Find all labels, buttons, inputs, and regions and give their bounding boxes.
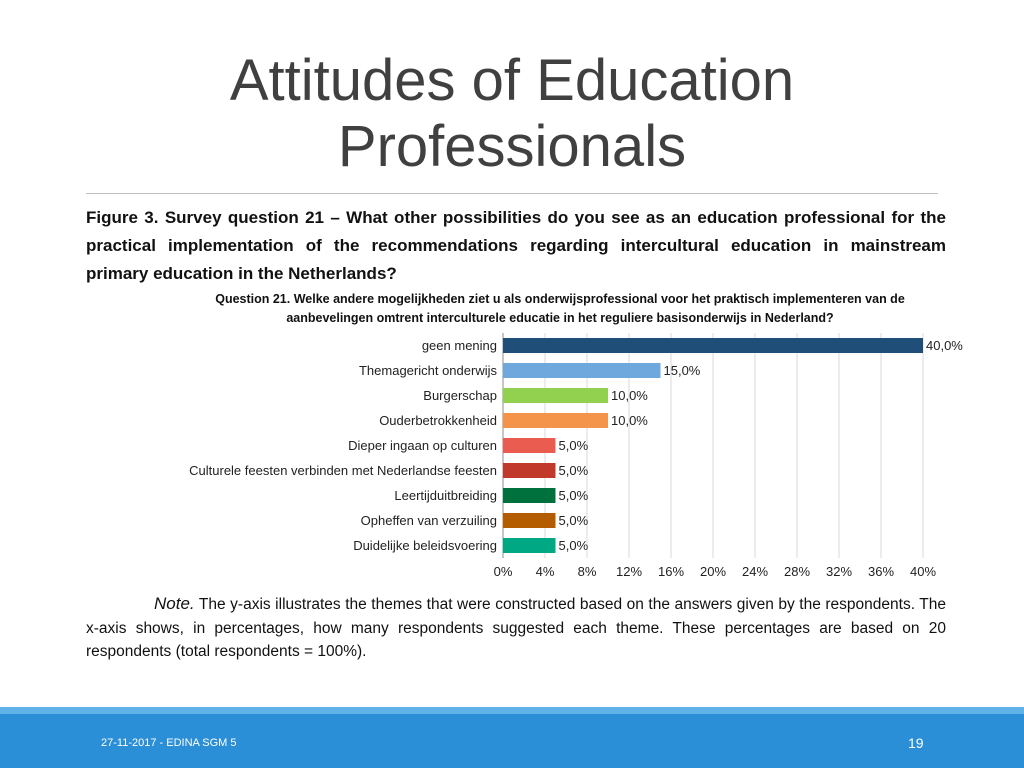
x-tick-label: 16%: [657, 564, 685, 579]
note-text: The y-axis illustrates the themes that were constructed based on the answers given by the respondents. The x-axis shows, in percentages, how many respondents suggested each theme. These percentages are based on 20 respondents (total respondents = 100%).: [86, 596, 946, 660]
data-label: 5,0%: [558, 513, 589, 528]
bar: [503, 363, 661, 378]
figure-caption: Figure 3. Survey question 21 – What other possibilities do you see as an education professional for the practical implementation of the recommendations regarding intercultural education in mainstream primary education in the Netherlands?: [86, 208, 946, 283]
category-label: geen mening: [421, 338, 497, 353]
category-label: Dieper ingaan op culturen: [348, 438, 497, 453]
chart-title: Question 21. Welke andere mogelijkheden ziet u als onderwijsprofessional voor het praktisch implementeren van de aanbevelingen omtrent interculturele educatie in het reguliere basisonderwijs in Nederland?: [215, 292, 905, 325]
data-label: 40,0%: [926, 338, 963, 353]
footer-accent-stripe: [0, 707, 1024, 714]
bar: [503, 513, 556, 528]
page-number: 19: [908, 735, 924, 751]
data-label: 10,0%: [611, 388, 648, 403]
category-label: Themagericht onderwijs: [358, 363, 497, 378]
data-label: 5,0%: [558, 488, 589, 503]
bar: [503, 538, 556, 553]
bar: [503, 413, 608, 428]
bar: [503, 463, 556, 478]
slide-title-line-2: Professionals: [337, 114, 687, 179]
x-tick-label: 4%: [535, 564, 555, 579]
bar: [503, 388, 608, 403]
category-label: Leertijduitbreiding: [394, 488, 497, 503]
x-tick-label: 24%: [741, 564, 769, 579]
data-label: 15,0%: [663, 363, 701, 378]
slide-title-line-1: Attitudes of Education: [229, 48, 795, 113]
x-tick-label: 0%: [493, 564, 513, 579]
note-label: Note.: [154, 594, 195, 613]
figure-note: [86, 592, 946, 664]
bar: [503, 438, 556, 453]
bar: [503, 488, 556, 503]
x-tick-label: 40%: [909, 564, 937, 579]
footer-date: 27-11-2017 - EDINA SGM 5: [101, 737, 237, 749]
data-label: 5,0%: [558, 438, 589, 453]
category-label: Burgerschap: [423, 388, 497, 403]
data-label: 10,0%: [611, 413, 648, 428]
x-tick-label: 36%: [867, 564, 895, 579]
category-label: Culturele feesten verbinden met Nederlandse feesten: [189, 463, 497, 478]
x-tick-label: 32%: [825, 564, 853, 579]
x-tick-label: 8%: [577, 564, 597, 579]
category-label: Duidelijke beleidsvoering: [353, 538, 497, 553]
category-label: Ouderbetrokkenheid: [379, 413, 497, 428]
x-tick-label: 12%: [615, 564, 643, 579]
data-label: 5,0%: [558, 538, 589, 553]
category-label: Opheffen van verzuiling: [360, 513, 497, 528]
bar: [503, 338, 923, 353]
data-label: 5,0%: [558, 463, 589, 478]
x-tick-label: 20%: [699, 564, 727, 579]
x-tick-label: 28%: [783, 564, 811, 579]
